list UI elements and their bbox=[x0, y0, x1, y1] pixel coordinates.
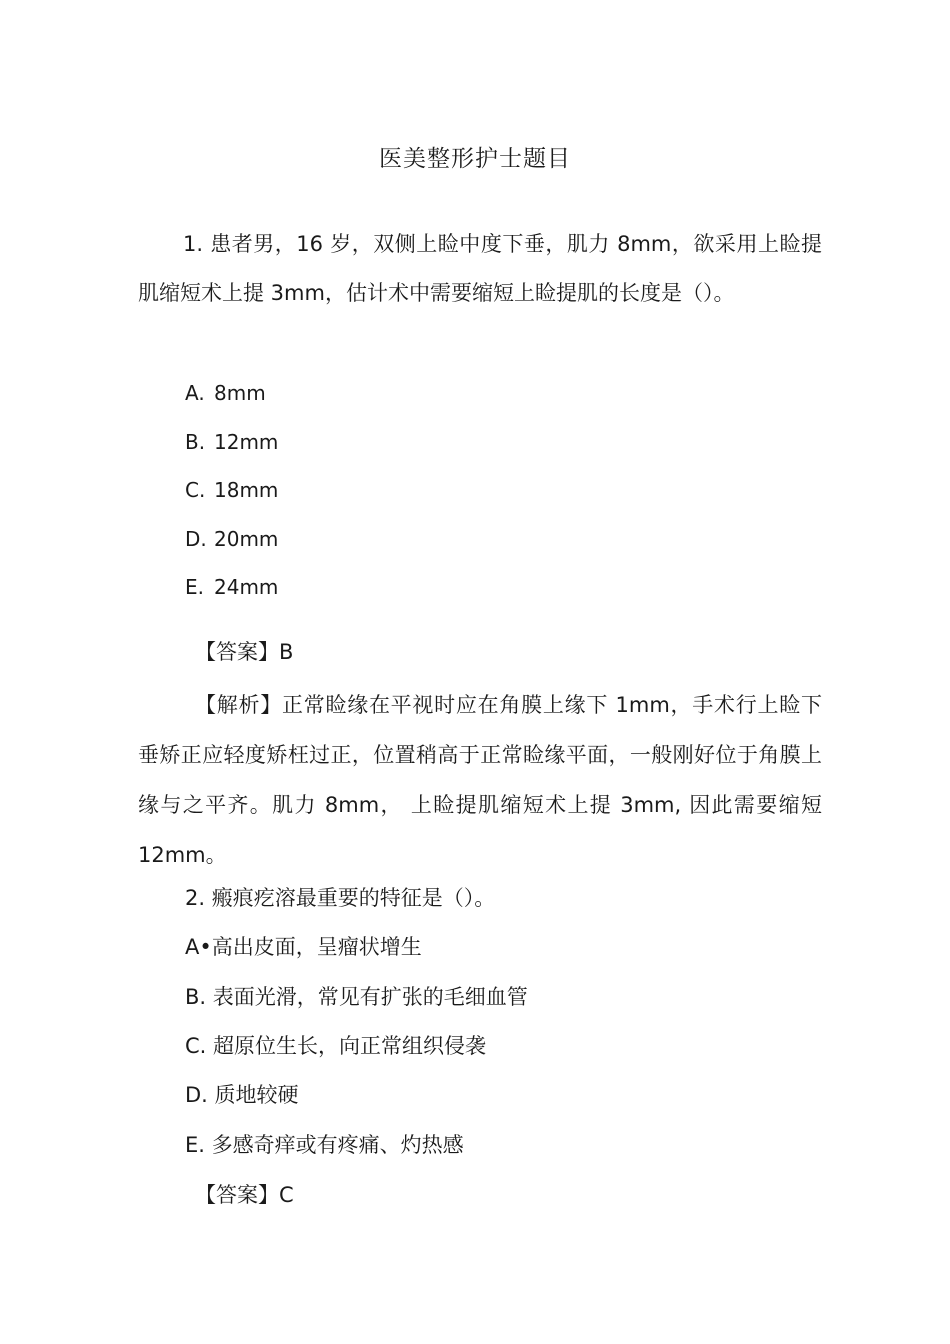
option-label: C. bbox=[185, 478, 206, 502]
question-1-answer: 【答案】B bbox=[195, 640, 294, 664]
option-label: E. bbox=[185, 575, 204, 599]
question-1-option-e bbox=[185, 572, 278, 602]
option-text: 20mm bbox=[214, 527, 279, 551]
question-2-option-e: E. 多感奇痒或有疼痛、灼热感 bbox=[185, 1133, 464, 1157]
option-label: A. bbox=[185, 381, 205, 405]
question-2-answer: 【答案】C bbox=[195, 1183, 294, 1207]
question-2-option-a: A•高出皮面，呈瘤状增生 bbox=[185, 935, 422, 959]
option-label: B. bbox=[185, 430, 206, 454]
question-1-option-d bbox=[185, 524, 278, 554]
question-2-option-d: D. 质地较硬 bbox=[185, 1083, 299, 1107]
question-1-option-a bbox=[185, 378, 266, 408]
question-1-option-b bbox=[185, 427, 278, 457]
question-1-explanation: 【解析】正常睑缘在平视时应在角膜上缘下 1mm，手术行上睑下垂矫正应轻度矫枉过正，位置稍高于正常睑缘平面，一般刚好位于角膜上缘与之平齐。肌力 8mm， 上睑提肌缩短术上提 3mm, 因此需要缩短 12mm。 bbox=[138, 693, 822, 867]
option-label: D. bbox=[185, 527, 207, 551]
document-title: 医美整形护士题目 bbox=[379, 146, 571, 172]
option-text: 24mm bbox=[214, 575, 279, 599]
question-2-stem: 2. 瘢痕疙溶最重要的特征是（）。 bbox=[185, 886, 496, 910]
question-2-option-b: B. 表面光滑，常见有扩张的毛细血管 bbox=[185, 985, 528, 1009]
question-2-option-c: C. 超原位生长，向正常组织侵袭 bbox=[185, 1034, 487, 1058]
option-text: 18mm bbox=[214, 478, 279, 502]
question-1-stem: 1. 患者男，16 岁，双侧上睑中度下垂，肌力 8mm，欲采用上睑提肌缩短术上提 3mm，估计术中需要缩短上睑提肌的长度是（）。 bbox=[138, 232, 822, 305]
option-text: 12mm bbox=[214, 430, 279, 454]
option-text: 8mm bbox=[214, 381, 266, 405]
question-1-option-c bbox=[185, 475, 278, 505]
